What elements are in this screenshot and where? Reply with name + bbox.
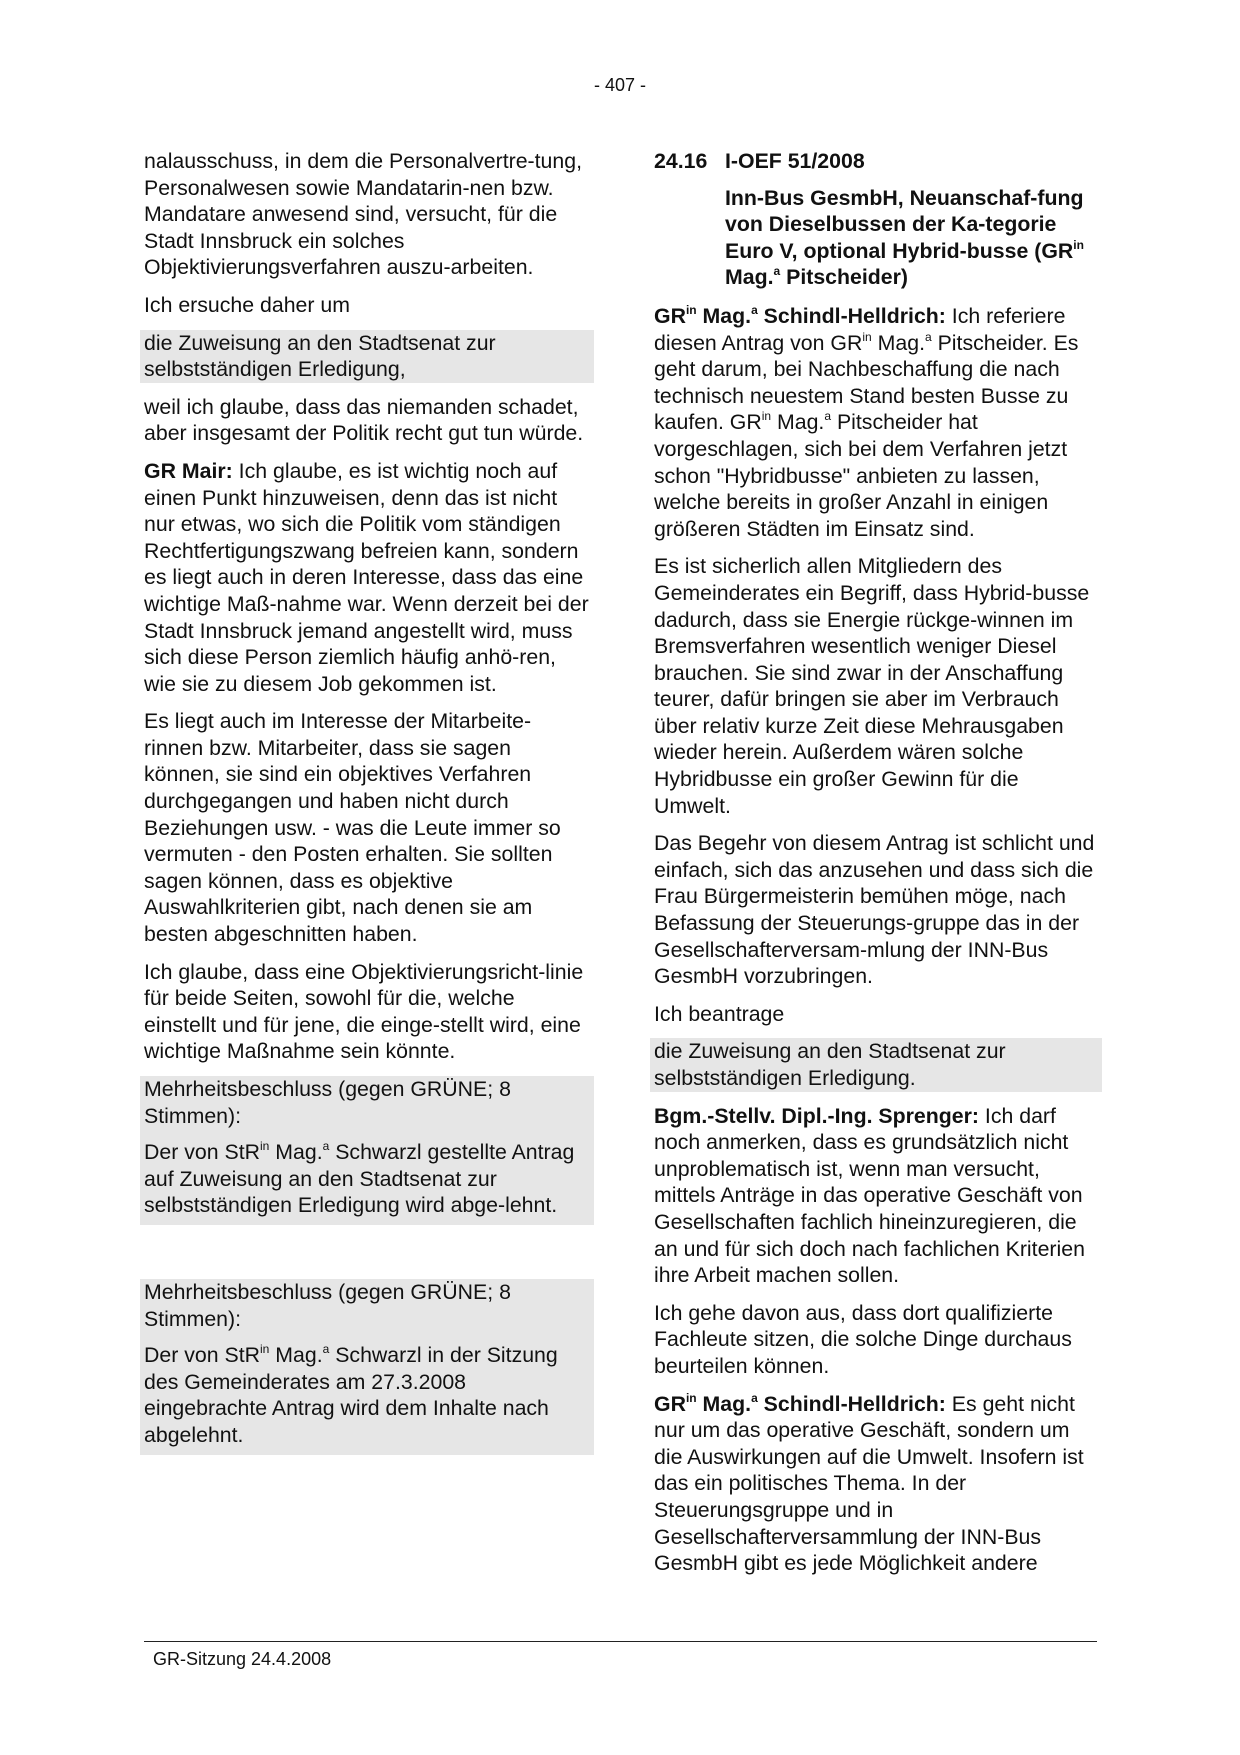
resolution-text: Der von StR$^{in}$ Mag.$^a$ Schwarzl gestellte Antrag auf Zuweisung an den Stadtsenat zur selbstständigen Erledigung wird abge-lehnt. xyxy=(144,1139,575,1218)
paragraph: Ich ersuche daher um xyxy=(144,292,350,317)
resolution-box xyxy=(140,1076,594,1225)
agenda-item-heading xyxy=(654,148,1098,175)
resolution-box xyxy=(140,1279,594,1455)
speaker-name: GR Mair: xyxy=(144,458,233,483)
motion-shaded: die Zuweisung an den Stadtsenat zur selbstständigen Erledigung, xyxy=(140,330,594,383)
paragraph: Ich gehe davon aus, dass dort qualifizierte Fachleute sitzen, die solche Dinge durchaus beurteilen können. xyxy=(654,1300,1072,1378)
paragraph: Es ist sicherlich allen Mitgliedern des Gemeinderates ein Begriff, dass Hybrid-busse dadurch, dass sie Energie rückge-winnen im Bremsverfahren wesentlich weniger Diesel brauchen. Sie sind zwar in der Anschaffung teurer, dafür bringen sie aber im Verbrauch über relativ kurze Zeit diese Mehrausgaben wieder herein. Außerdem wären solche Hybridbusse ein großer Gewinn für die Umwelt. xyxy=(654,554,1090,818)
motion-shaded: die Zuweisung an den Stadtsenat zur selbstständigen Erledigung. xyxy=(650,1038,1102,1091)
paragraph: Ich glaube, dass eine Objektivierungsricht-linie für beide Seiten, sowohl für die, welche einstellt und für jene, die einge-stellt wird, eine wichtige Maßnahme sein könnte. xyxy=(144,959,584,1064)
agenda-item-number: 24.16 xyxy=(654,149,708,173)
speech-text: Ich glaube, es ist wichtig noch auf einen Punkt hinzuweisen, denn das ist nicht nur etwas, wo sich die Politik vom ständigen Rechtfertigungszwang befreien kann, sondern es liegt auch in deren Interesse, dass das eine wichtige Maß-nahme war. Wenn derzeit bei der Stadt Innsbruck jemand angestellt wird, muss sich diese Person ziemlich häufig anhö-ren, wie sie zu diesem Job gekommen ist. xyxy=(144,458,589,696)
speech-paragraph xyxy=(144,458,590,697)
right-column xyxy=(654,148,1098,1588)
speech-paragraph: $GR^{in}$ Mag.$^a$ Schindl-Helldrich: Ich referiere diesen Antrag von $GR^{in}$ Mag.$^a$ Pitscheider. Es geht darum, bei Nachbeschaffung die nach technisch neuestem Stand besten Busse zu kaufen. $GR^{in}$ Mag.$^a$ Pitscheider hat vorgeschlagen, sich bei dem Verfahren jetzt schon "Hybridbusse" anbieten zu lassen, welche bereits in großer Anzahl in einigen größeren Städten im Einsatz sind. xyxy=(654,302,1079,541)
left-column xyxy=(144,148,590,1466)
spacer xyxy=(144,1236,590,1279)
page-number: - 407 - xyxy=(593,75,647,95)
paragraph: Ich beantrage xyxy=(654,1001,785,1026)
agenda-item-code: I-OEF 51/2008 xyxy=(725,149,865,173)
speech-paragraph xyxy=(654,1391,1098,1577)
resolution-title: Mehrheitsbeschluss (gegen GRÜNE; 8 Stimmen): xyxy=(144,1279,511,1331)
speaker-name: Bgm.-Stellv. Dipl.-Ing. Sprenger: xyxy=(654,1103,979,1128)
speech-paragraph xyxy=(654,1103,1098,1289)
resolution-title: Mehrheitsbeschluss (gegen GRÜNE; 8 Stimmen): xyxy=(144,1077,511,1128)
agenda-item-title: Inn-Bus GesmbH, Neuanschaf-fung von Dieselbussen der Ka-tegorie Euro V, optional Hybrid-busse ($GR^{in}$ Mag.$^a$ Pitscheider) xyxy=(725,185,1084,290)
speech-text: Ich darf noch anmerken, dass es grundsätzlich nicht unproblematisch ist, wenn man versucht, mittels Anträge in das operative Geschäft von Gesellschaften fachlich hineinzuregieren, die an und für sich doch nach fachlichen Kriterien ihre Arbeit machen sollen. xyxy=(654,1103,1085,1288)
resolution-text: Der von StR$^{in}$ Mag.$^a$ Schwarzl in der Sitzung des Gemeinderates am 27.3.2008 eingebrachte Antrag wird dem Inhalte nach abgelehnt. xyxy=(144,1342,558,1447)
speaker-name: $GR^{in}$ Mag.$^a$ Schindl-Helldrich: xyxy=(654,302,946,328)
speaker-name: $GR^{in}$ Mag.$^a$ Schindl-Helldrich: xyxy=(654,1390,946,1416)
paragraph: Das Begehr von diesem Antrag ist schlicht und einfach, sich das anzusehen und dass sich die Frau Bürgermeisterin bemühen möge, nach Befassung der Steuerungs-gruppe das in der Gesellschafterversam-mlung der INN-Bus GesmbH vorzubringen. xyxy=(654,831,1095,989)
paragraph: Es liegt auch im Interesse der Mitarbeite-rinnen bzw. Mitarbeiter, dass sie sagen können, sie sind ein objektives Verfahren durchgegangen und haben nicht durch Beziehungen usw. - was die Leute immer so vermuten - den Posten erhalten. Sie sollten sagen können, dass es objektive Auswahlkriterien gibt, nach denen sie am besten abgeschnitten haben. xyxy=(144,709,561,947)
speech-text: Es geht nicht nur um das operative Geschäft, sondern um die Auswirkungen auf die Umwelt. Insofern ist das ein politisches Thema. In der Steuerungsgruppe und in Gesellschafterversammlung der INN-Bus GesmbH gibt es jede Möglichkeit andere xyxy=(654,1391,1084,1576)
footer-divider xyxy=(144,1641,1097,1642)
paragraph: weil ich glaube, dass das niemanden schadet, aber insgesamt der Politik recht gut tun würde. xyxy=(144,394,584,446)
paragraph: nalausschuss, in dem die Personalvertre-tung, Personalwesen sowie Mandatarin-nen bzw. Mandatare anwesend sind, versucht, für die Stadt Innsbruck ein solches Objektivierungsverfahren auszu-arbeiten. xyxy=(144,149,583,280)
footer-session-date: GR-Sitzung 24.4.2008 xyxy=(153,1649,332,1669)
